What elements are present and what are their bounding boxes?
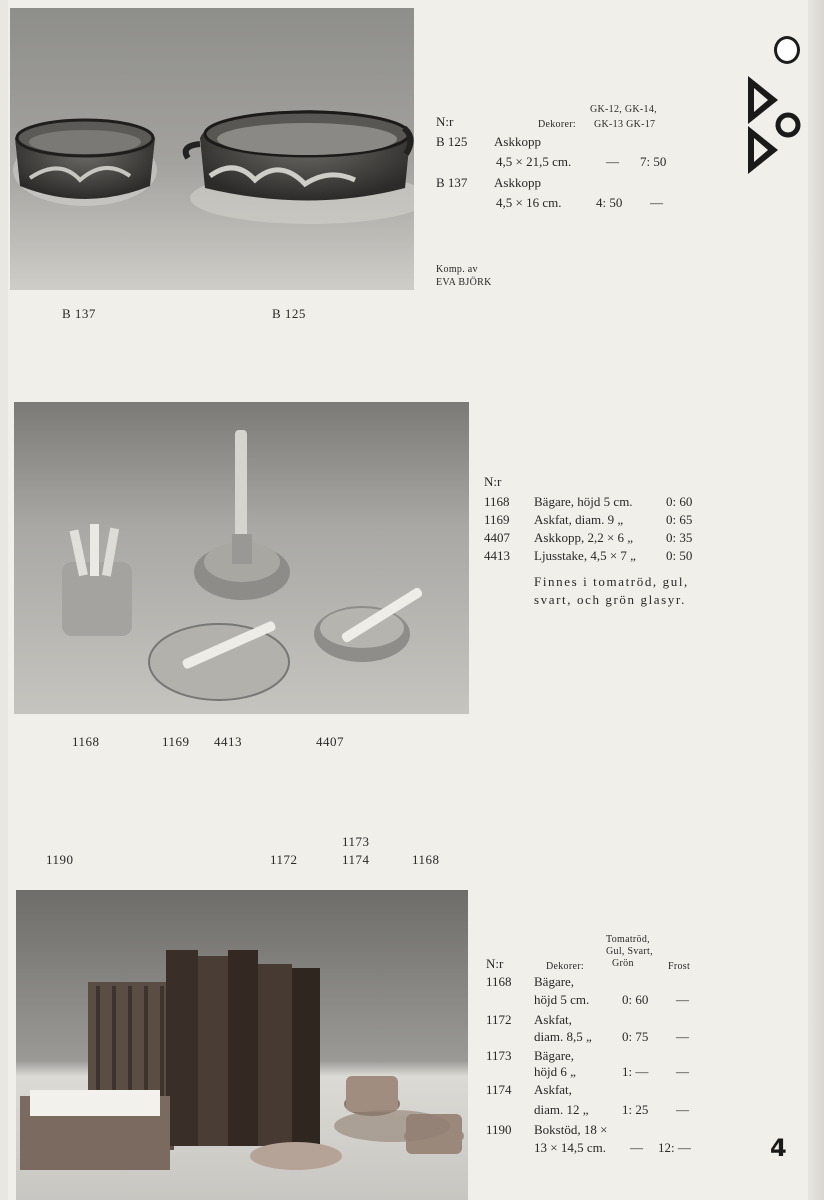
item-price1: 1: 25 [622,1102,649,1117]
item-desc: Askfat, diam. 9 „ [534,512,624,527]
item-nr: 1168 [486,974,512,989]
item-line1: Askfat, [534,1082,572,1097]
note-line1: Finnes i tomatröd, gul, [534,574,689,589]
col-header-tomat: Tomatröd, [606,934,650,945]
nr-label-1: N:r [436,114,454,129]
col-header-gron: Grön [612,958,634,969]
item-price2: 12: — [658,1140,691,1155]
item-price: 0: 65 [666,512,693,527]
item-line2: 13 × 14,5 cm. [534,1140,606,1155]
decor-codes-line2: GK-13 GK-17 [594,119,656,130]
item-nr: 1174 [486,1082,512,1097]
item-price1: — [630,1140,643,1155]
item-nr: 1168 [484,494,510,509]
komp-label: Komp. av [436,264,478,275]
item-desc: Ljusstake, 4,5 × 7 „ [534,548,636,563]
item-price2: — [676,1029,689,1044]
item-line2: diam. 8,5 „ [534,1029,592,1044]
item-price2: — [676,1064,689,1079]
item-price1: 0: 60 [622,992,649,1007]
item-line2: diam. 12 „ [534,1102,589,1117]
caption-1172: 1172 [270,852,298,867]
item-price2: 7: 50 [640,154,667,169]
item-nr: B 137 [436,175,468,190]
item-price1: 0: 75 [622,1029,649,1044]
item-price: 0: 50 [666,548,693,563]
caption-1168: 1168 [412,852,440,867]
item-price2: — [676,1102,689,1117]
item-line1: Bägare, [534,1048,575,1063]
nr-label-2: N:r [484,474,502,489]
caption-1190: 1190 [46,852,74,867]
item-line1: Bokstöd, 18 × [534,1122,608,1137]
decor-label-3: Dekorer: [546,961,584,972]
item-desc: Askkopp, 2,2 × 6 „ [534,530,634,545]
caption-b125: B 125 [272,306,306,321]
photo-askkopp [10,8,414,290]
photo-ashtray-set [14,402,469,714]
item-nr: 4413 [484,548,510,563]
page-left-edge [0,0,8,1200]
caption-4413: 4413 [214,734,242,749]
col-header-gul: Gul, Svart, [606,946,653,957]
item-nr: 1173 [486,1048,512,1063]
item-line1: Bägare, [534,974,575,989]
caption-1168: 1168 [72,734,100,749]
item-price1: 1: — [622,1064,649,1079]
caption-1173: 1173 [342,834,370,849]
page-right-edge [808,0,824,1200]
caption-4407: 4407 [316,734,344,749]
item-name: Askkopp [494,175,541,190]
page-number: 4 [770,1134,787,1162]
item-nr: 1190 [486,1122,512,1137]
caption-1174: 1174 [342,852,370,867]
item-dims: 4,5 × 16 cm. [496,195,562,210]
item-nr: 1172 [486,1012,512,1027]
item-price2: — [650,195,663,210]
item-price1: — [606,154,619,169]
item-dims: 4,5 × 21,5 cm. [496,154,572,169]
nr-label-3: N:r [486,956,504,971]
photo-bookends-set [16,890,468,1200]
bo-logo-icon [744,74,804,178]
item-price: 0: 60 [666,494,693,509]
item-desc: Bägare, höjd 5 cm. [534,494,633,509]
col-header-frost: Frost [668,961,691,972]
decor-codes-line1: GK-12, GK-14, [590,104,657,115]
item-nr: 4407 [484,530,510,545]
item-price1: 4: 50 [596,195,623,210]
item-nr: 1169 [484,512,510,527]
punch-hole [774,36,800,64]
decor-label-1: Dekorer: [538,119,576,130]
item-line2: höjd 5 cm. [534,992,590,1007]
item-line1: Askfat, [534,1012,572,1027]
caption-b137: B 137 [62,306,96,321]
item-nr: B 125 [436,134,468,149]
item-name: Askkopp [494,134,541,149]
item-line2: höjd 6 „ [534,1064,576,1079]
note-line2: svart, och grön glasyr. [534,592,686,607]
designer-name: EVA BJÖRK [436,277,492,288]
caption-1169: 1169 [162,734,190,749]
item-price2: — [676,992,689,1007]
item-price: 0: 35 [666,530,693,545]
